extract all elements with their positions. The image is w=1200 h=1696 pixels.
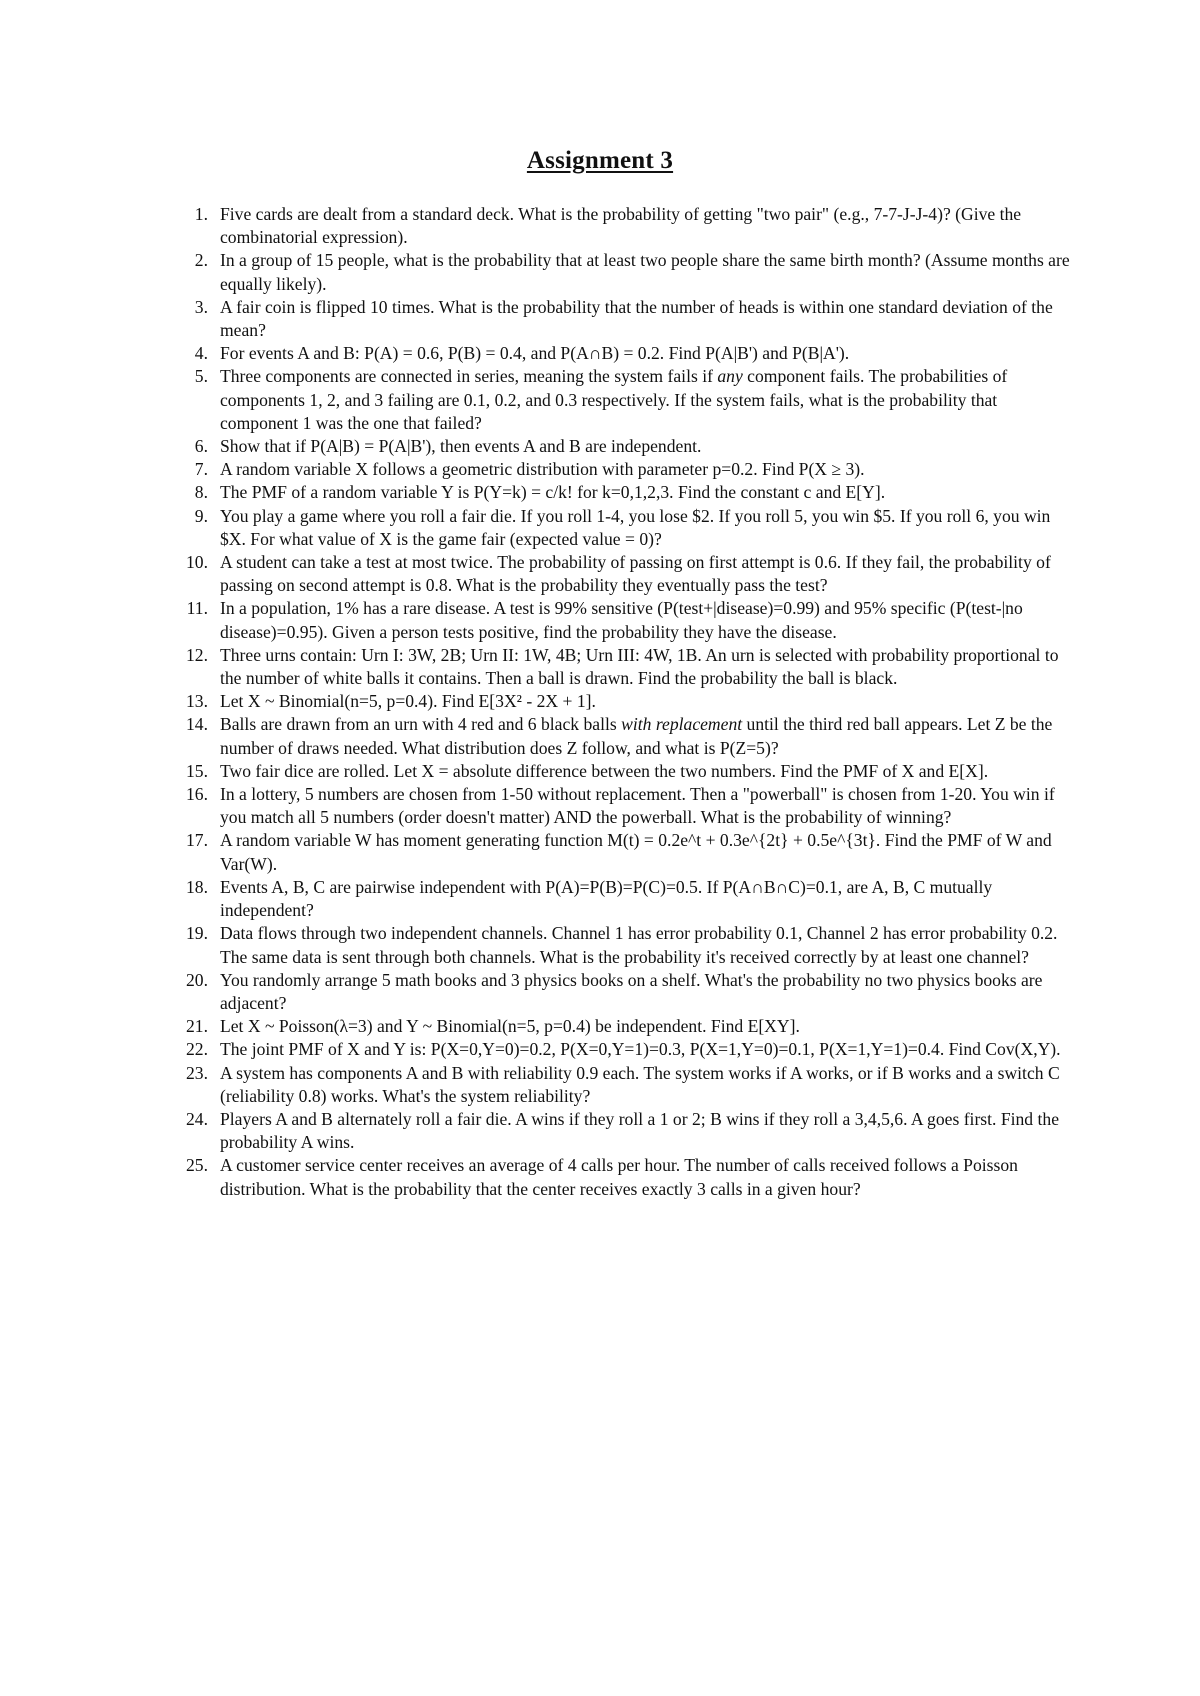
- problem-text: For events A and B: P(A) = 0.6, P(B) = 0.4, and P(A∩B) = 0.2. Find P(A|B') and P(B|A').: [220, 343, 850, 364]
- problem-number: 20.: [186, 969, 208, 990]
- problem-number: 17.: [186, 830, 208, 851]
- problem-text: Data flows through two independent channels. Channel 1 has error probability 0.1, Channel 2 has error probability 0.2. The same data is sent through both channels. What is the probability it's received correctly by at least one channel?: [220, 923, 1058, 967]
- problem-text: [220, 714, 1052, 757]
- problem-text: Three urns contain: Urn I: 3W, 2B; Urn II: 1W, 4B; Urn III: 4W, 1B. An urn is selected with probability proportional to the number of white balls it contains. Then a ball is drawn. Find the probability the ball is black.: [220, 644, 1059, 689]
- problem-item: [170, 644, 1070, 690]
- problem-number: 2.: [194, 250, 208, 271]
- problem-text: A student can take a test at most twice. The probability of passing on first attempt is 0.6. If they fail, the probability of passing on second attempt is 0.8. What is the probability they eventually pass the test?: [220, 552, 1051, 596]
- problem-item: [170, 296, 1070, 342]
- problem-item: [170, 1062, 1070, 1108]
- problem-number: 25.: [186, 1155, 208, 1176]
- problem-item: [170, 505, 1070, 551]
- problem-text: The PMF of a random variable Y is P(Y=k) = c/k! for k=0,1,2,3. Find the constant c and E[Y].: [220, 482, 886, 503]
- problem-text: Let X ~ Binomial(n=5, p=0.4). Find E[3X² - 2X + 1].: [220, 691, 596, 712]
- problem-item: [170, 783, 1070, 829]
- problem-text-start: Balls are drawn from an urn with 4 red and 6 black balls: [220, 714, 622, 735]
- problem-number: 23.: [186, 1062, 208, 1083]
- problem-number: 7.: [194, 459, 208, 480]
- problem-item: [170, 481, 1070, 504]
- problem-text: You play a game where you roll a fair die. If you roll 1-4, you lose $2. If you roll 5, you win $5. If you roll 6, you win $X. For what value of X is the game fair (expected value = 0)?: [220, 505, 1051, 549]
- problem-item: [170, 435, 1070, 458]
- emphasized-text: any: [717, 366, 743, 387]
- problem-text: A fair coin is flipped 10 times. What is the probability that the number of heads is within one standard deviation of the mean?: [220, 296, 1053, 341]
- problem-number: 3.: [194, 296, 208, 317]
- problem-list: [170, 203, 1070, 1201]
- problem-item: [170, 1015, 1070, 1038]
- problem-number: 21.: [186, 1016, 208, 1037]
- problem-item: [170, 829, 1070, 875]
- problem-number: 8.: [194, 482, 208, 503]
- problem-number: 5.: [194, 366, 208, 387]
- problem-number: 4.: [194, 343, 208, 364]
- problem-text: You randomly arrange 5 math books and 3 physics books on a shelf. What's the probability no two physics books are adjacent?: [220, 969, 1043, 1013]
- problem-item: [170, 365, 1070, 435]
- problem-item: [170, 876, 1070, 922]
- problem-item: [170, 713, 1070, 759]
- problem-text: Let X ~ Poisson(λ=3) and Y ~ Binomial(n=5, p=0.4) be independent. Find E[XY].: [220, 1016, 800, 1037]
- problem-number: 12.: [186, 644, 208, 665]
- problem-item: [170, 551, 1070, 597]
- problem-number: 14.: [186, 714, 208, 735]
- problem-text: In a lottery, 5 numbers are chosen from 1-50 without replacement. Then a "powerball" is chosen from 1-20. You win if you match all 5 numbers (order doesn't matter) AND the powerball. What is the probability of winning?: [220, 784, 1055, 828]
- problem-text: Two fair dice are rolled. Let X = absolute difference between the two numbers. Find the PMF of X and E[X].: [220, 760, 989, 781]
- problem-item: [170, 1108, 1070, 1154]
- problem-text: The joint PMF of X and Y is: P(X=0,Y=0)=0.2, P(X=0,Y=1)=0.3, P(X=1,Y=0)=0.1, P(X=1,Y=1)=0.4. Find Cov(X,Y).: [220, 1039, 1061, 1060]
- problem-item: [170, 922, 1070, 968]
- problem-text: A customer service center receives an average of 4 calls per hour. The number of calls received follows a Poisson distribution. What is the probability that the center receives exactly 3 calls in a given hour?: [220, 1155, 1018, 1199]
- problem-item: [170, 249, 1070, 295]
- problem-number: 1.: [194, 204, 208, 224]
- problem-text: In a population, 1% has a rare disease. A test is 99% sensitive (P(test+|disease)=0.99) and 95% specific (P(test-|no disease)=0.95). Given a person tests positive, find the probability they have the disease.: [220, 598, 1023, 642]
- problem-number: 22.: [186, 1039, 208, 1060]
- problem-number: 18.: [186, 876, 208, 897]
- problem-text: Five cards are dealt from a standard deck. What is the probability of getting "two pair" (e.g., 7-7-J-J-4)? (Give the combinatorial expression).: [220, 204, 1022, 248]
- problem-number: 15.: [186, 760, 208, 781]
- problem-number: 24.: [186, 1108, 208, 1129]
- problem-text: Events A, B, C are pairwise independent with P(A)=P(B)=P(C)=0.5. If P(A∩B∩C)=0.1, are A, B, C mutually independent?: [220, 876, 993, 921]
- problem-text: A random variable W has moment generating function M(t) = 0.2e^t + 0.3e^{2t} + 0.5e^{3t}. Find the PMF of W and Var(W).: [220, 830, 1052, 874]
- problem-item: [170, 690, 1070, 713]
- problem-item: [170, 342, 1070, 365]
- problem-number: 16.: [186, 784, 208, 805]
- problem-item: [170, 969, 1070, 1015]
- problem-number: 11.: [186, 598, 208, 619]
- emphasized-text: with replacement: [621, 714, 743, 735]
- problem-text: A random variable X follows a geometric distribution with parameter p=0.2. Find P(X ≥ 3).: [220, 459, 865, 480]
- problem-number: 9.: [194, 505, 208, 526]
- problem-number: 6.: [194, 436, 208, 457]
- problem-text-start: Three components are connected in series, meaning the system fails if: [220, 366, 718, 387]
- problem-item: [170, 597, 1070, 643]
- problem-item: [170, 203, 1070, 249]
- problem-text: Show that if P(A|B) = P(A|B'), then events A and B are independent.: [220, 436, 702, 457]
- problem-number: 10.: [186, 552, 208, 573]
- problem-item: [170, 458, 1070, 481]
- problem-text: In a group of 15 people, what is the probability that at least two people share the same birth month? (Assume months are equally likely).: [220, 250, 1070, 294]
- problem-text: A system has components A and B with reliability 0.9 each. The system works if A works, or if B works and a switch C (reliability 0.8) works. What's the system reliability?: [220, 1062, 1060, 1106]
- problem-text: Players A and B alternately roll a fair die. A wins if they roll a 1 or 2; B wins if they roll a 3,4,5,6. A goes first. Find the probability A wins.: [220, 1108, 1059, 1153]
- problem-text-end: until the third red ball appears. Let Z be the number of draws needed. What distribution does Z follow, and what is P(Z=5)?: [220, 714, 1053, 758]
- problem-number: 13.: [186, 691, 208, 712]
- problem-item: [170, 760, 1070, 783]
- problem-item: [170, 1038, 1070, 1061]
- problem-text: [220, 366, 1007, 432]
- problem-number: 19.: [186, 923, 208, 944]
- page-title: Assignment 3: [526, 147, 674, 174]
- problem-text-end: component fails. The probabilities of components 1, 2, and 3 failing are 0.1, 0.2, and 0.3 respectively. If the system fails, what is the probability that component 1 was the one that failed?: [220, 366, 1008, 433]
- problem-item: [170, 1154, 1070, 1200]
